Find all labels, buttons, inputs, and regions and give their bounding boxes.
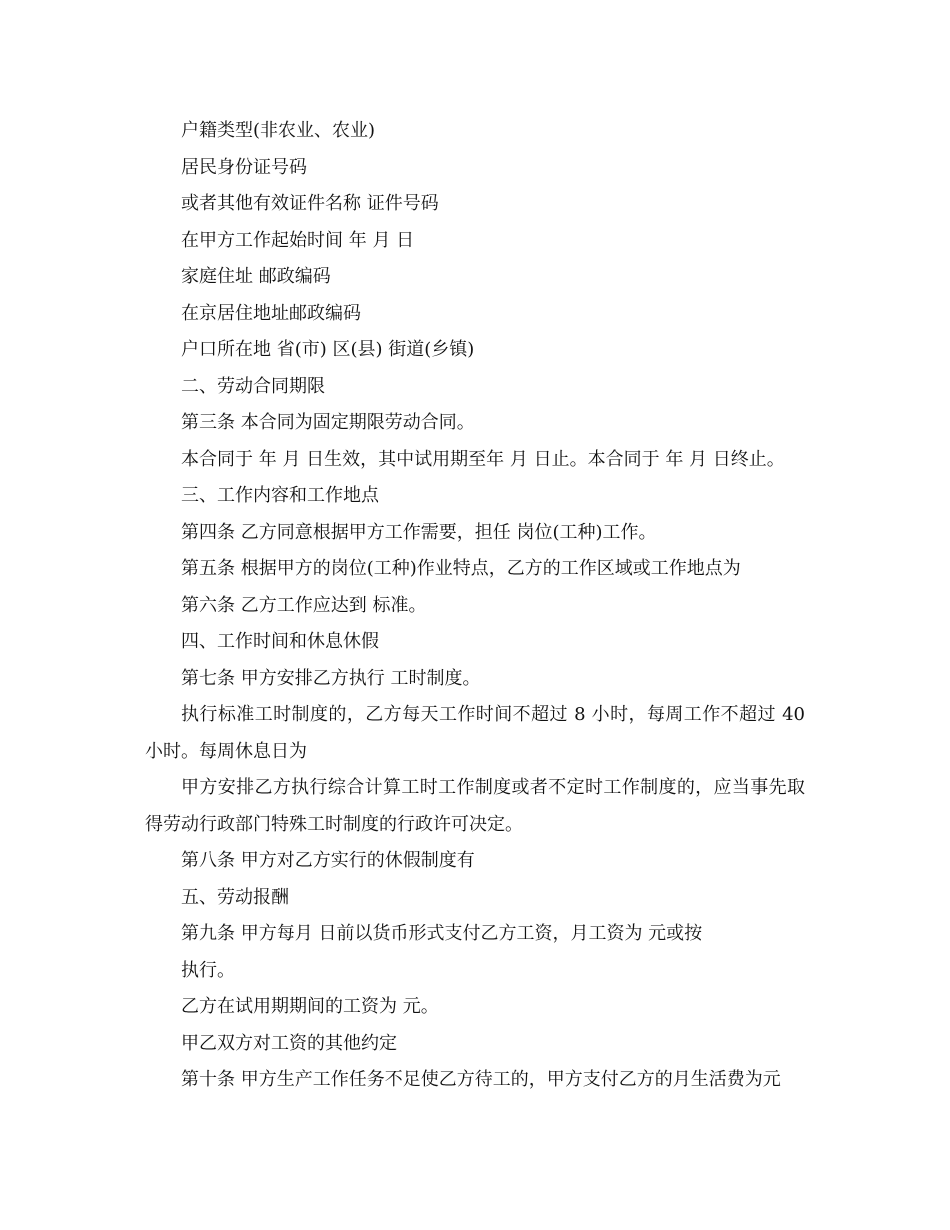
section-heading-work-content: 三、工作内容和工作地点: [181, 485, 379, 506]
line-registered-residence: 户口所在地 省(市) 区(县) 街道(乡镇): [181, 339, 475, 360]
line-other-wage-terms: 甲乙双方对工资的其他约定: [181, 1032, 397, 1054]
document-body: [145, 113, 805, 1099]
paragraph-standard-hours: 执行标准工时制度的，乙方每天工作时间不超过 8 小时，每周工作不超过 40 小时。每周休息日为: [145, 704, 805, 762]
line-contract-dates: 本合同于 年 月 日生效，其中试用期至年 月 日止。本合同于 年 月 日终止。: [181, 448, 785, 470]
line-probation-wage: 乙方在试用期期间的工资为 元。: [181, 996, 439, 1017]
section-heading-work-hours: 四、工作时间和休息休假: [181, 631, 379, 652]
article-9: 第九条 甲方每月 日前以货币形式支付乙方工资，月工资为 元或按: [181, 923, 703, 944]
line-household-type: 户籍类型(非农业、农业): [181, 120, 376, 141]
line-other-id: 或者其他有效证件名称 证件号码: [181, 193, 439, 214]
line-start-date: 在甲方工作起始时间 年 月 日: [181, 229, 415, 251]
line-id-number: 居民身份证号码: [181, 156, 307, 178]
line-home-address: 家庭住址 邮政编码: [181, 266, 331, 287]
article-6: 第六条 乙方工作应达到 标准。: [181, 594, 427, 616]
article-5: 第五条 根据甲方的岗位(工种)作业特点，乙方的工作区域或工作地点为: [181, 558, 741, 579]
paragraph-special-hours: 甲方安排乙方执行综合计算工时工作制度或者不定时工作制度的，应当事先取得劳动行政部门特殊工时制度的行政许可决定。: [145, 777, 805, 835]
article-4: 第四条 乙方同意根据甲方工作需要，担任 岗位(工种)工作。: [181, 521, 657, 543]
article-8: 第八条 甲方对乙方实行的休假制度有: [181, 850, 475, 871]
article-7: 第七条 甲方安排乙方执行 工时制度。: [181, 667, 481, 689]
section-heading-contract-term: 二、劳动合同期限: [181, 375, 325, 397]
line-beijing-address: 在京居住地址邮政编码: [181, 302, 361, 324]
line-execute: 执行。: [181, 959, 235, 981]
section-heading-remuneration: 五、劳动报酬: [181, 886, 289, 908]
article-10: 第十条 甲方生产工作任务不足使乙方待工的，甲方支付乙方的月生活费为元: [181, 1069, 781, 1090]
article-3: 第三条 本合同为固定期限劳动合同。: [181, 412, 475, 433]
